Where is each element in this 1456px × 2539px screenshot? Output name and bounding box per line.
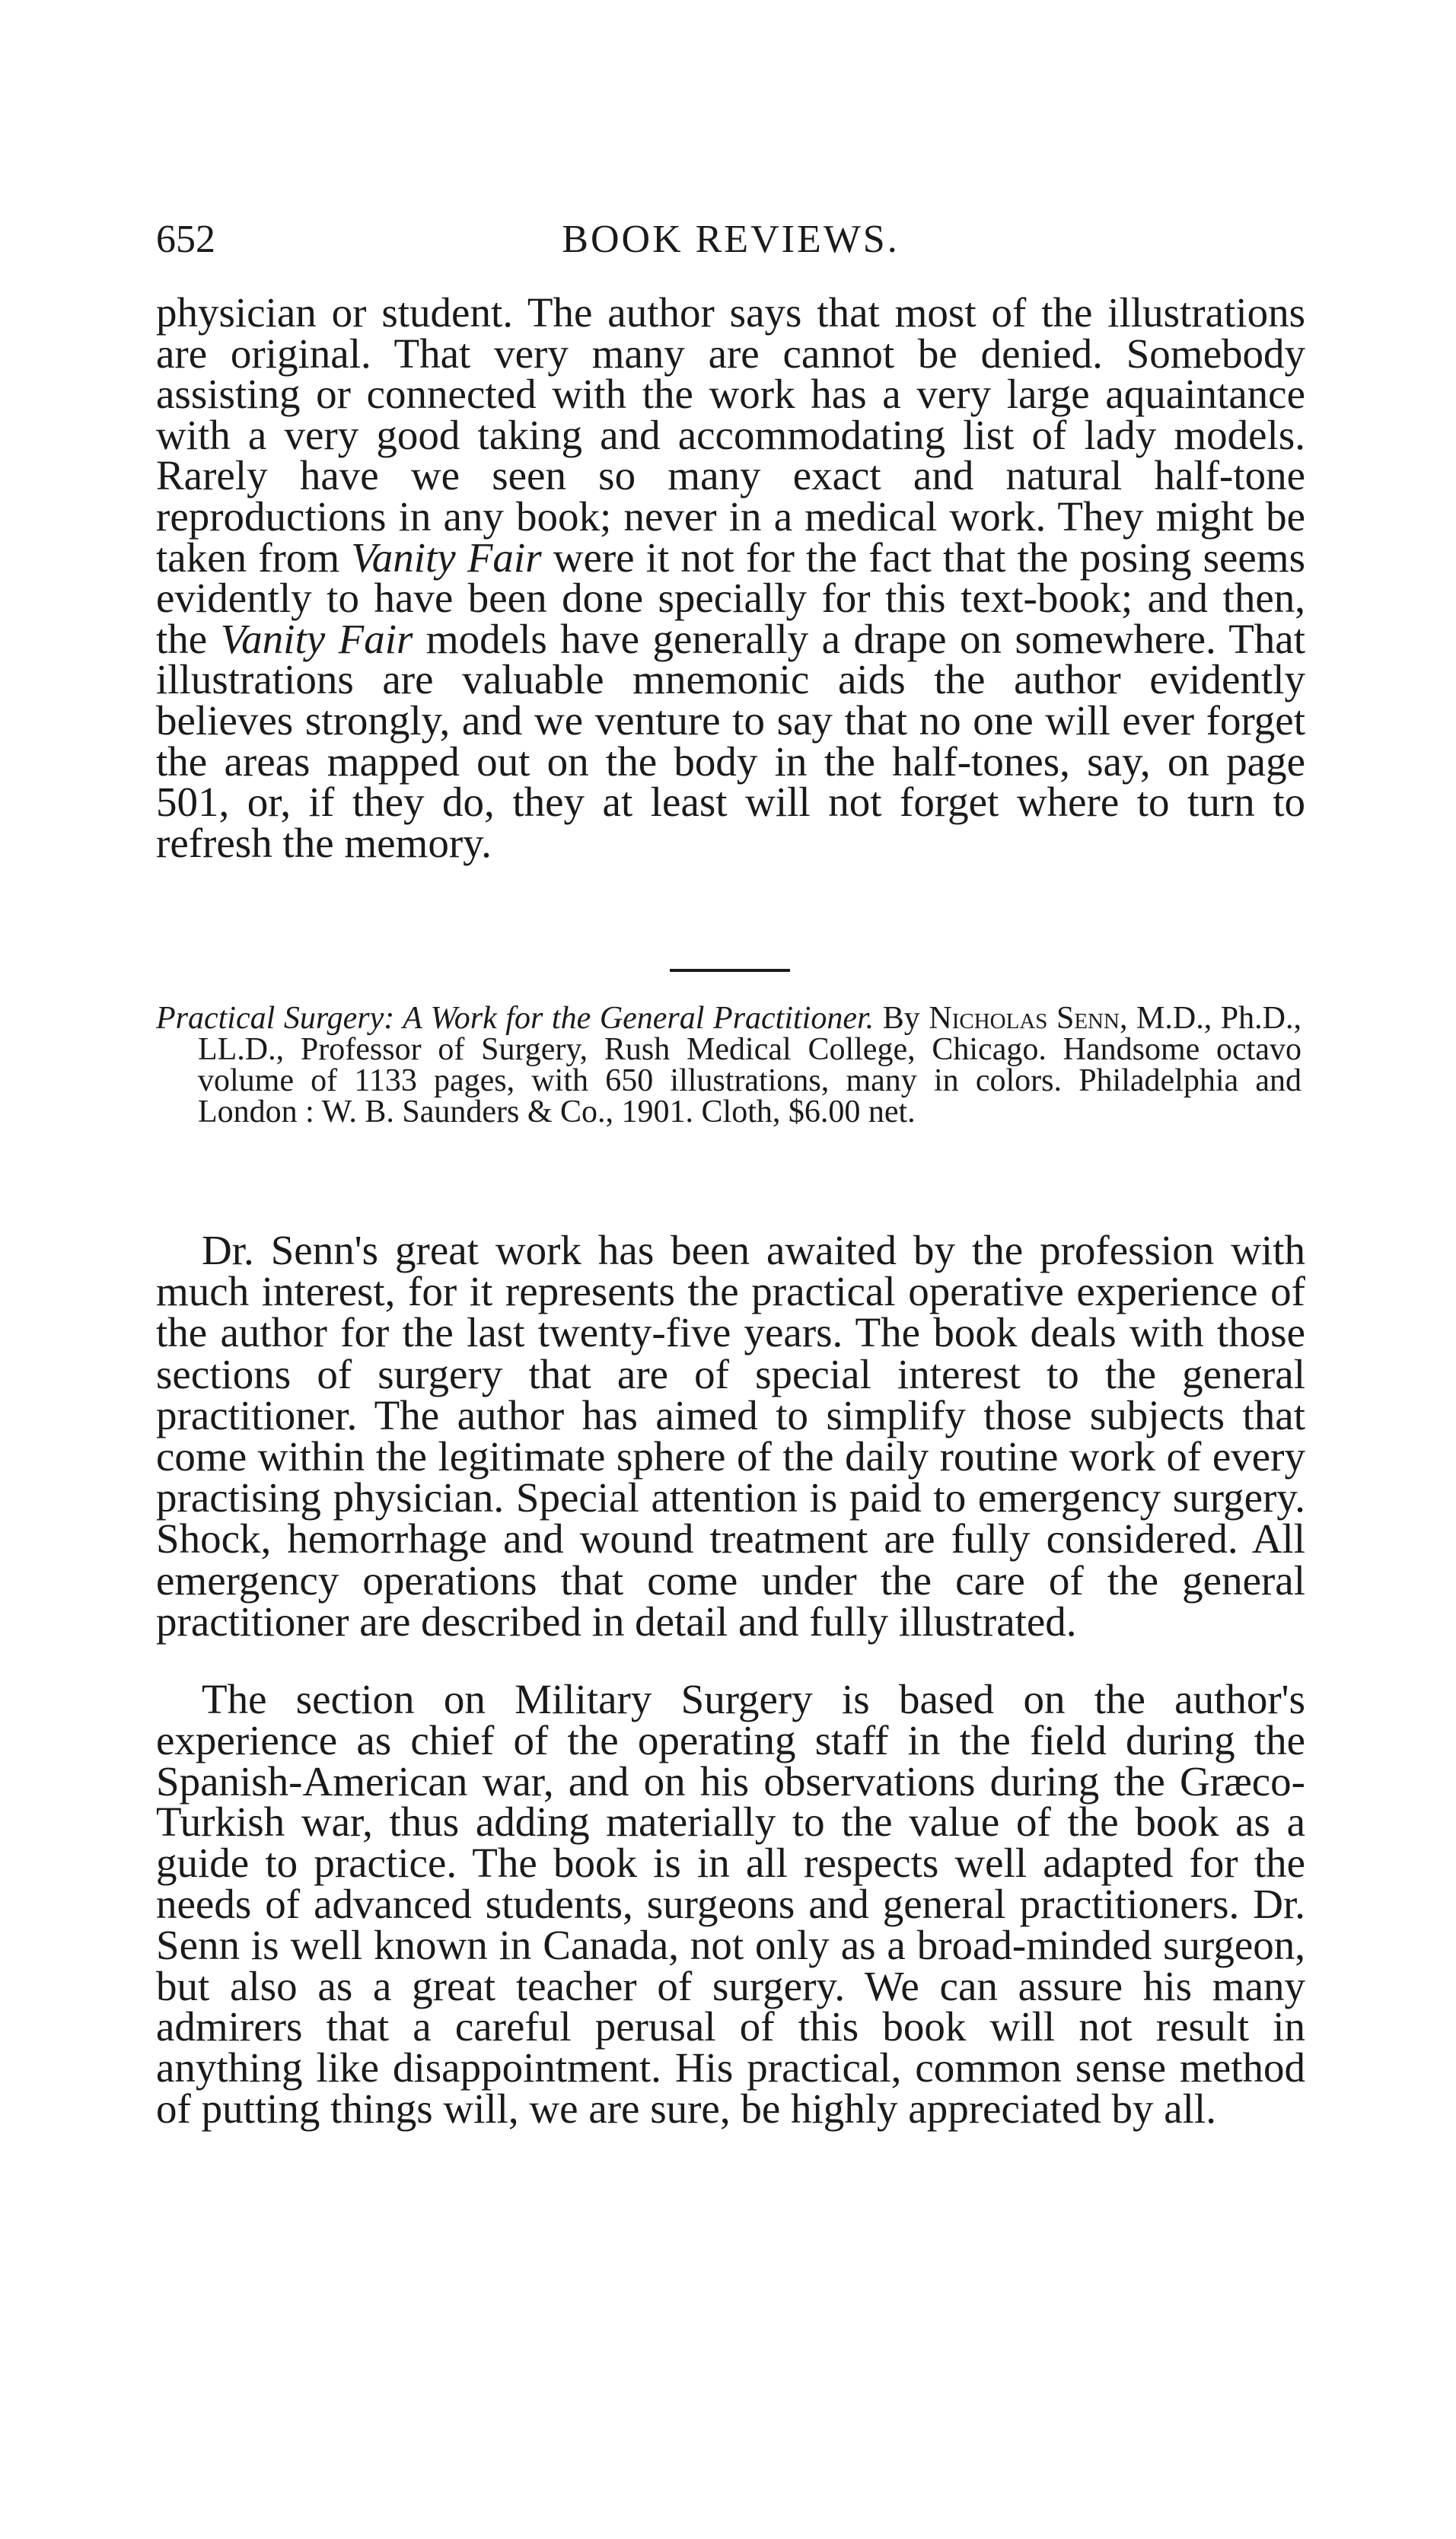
cited-author: Nicholas Senn bbox=[929, 1001, 1120, 1036]
review-paragraph: Dr. Senn's great work has been awaited by the profession with much interest, for it represents the practical operative experience of the author for the last twenty-five years. The book deals with those sections of surgery that are of special interest to the general practitioner. The author has aimed to simplify those subjects that come within the legitimate sphere of the daily routine work of every practising physician. Special attention is paid to emergency surgery. Shock, hemorrhage and wound treatment are fully considered. All emergency operations that come under the care of the general practitioner are described in detail and fully illustrated. bbox=[156, 1227, 1305, 1645]
review-continuation-paragraph bbox=[156, 289, 1305, 866]
italic-title: Vanity Fair bbox=[351, 534, 542, 581]
section-divider bbox=[670, 969, 790, 972]
page-number: 652 bbox=[156, 218, 215, 261]
paragraph-text: were it not for the fact that the posing seems evidently to have been done specially for this text-book; and then, the bbox=[156, 534, 1305, 662]
paragraph-text: models have generally a drape on somewhere. That illustrations are valuable mnemonic aids the author evidently believes strongly, and we venture to say that no one will ever forget the areas mapped out on the body in the half-tones, say, on page 501, or, if they do, they at least will not forget where to turn to refresh the memory. bbox=[156, 615, 1305, 866]
paragraph-text: physician or student. The author says that most of the illustrations are original. That very many are cannot be denied. Somebody assisting or connected with the work has a very large aquaintance with a very good taking and accommodating list of lady models. Rarely have we seen so many exact and natural half-tone reproductions in any book; never in a medical work. They might be taken from bbox=[156, 289, 1305, 581]
running-head: BOOK REVIEWS. bbox=[562, 218, 900, 261]
citation-details: , M.D., Ph.D., LL.D., Professor of Surgery, Rush Medical College, Chicago. Handsome octavo volume of 1133 pages, with 650 illustrations, many in colors. Philadelphia and London : W. B. Saunders & Co., 1901. Cloth, $6.00 net. bbox=[198, 1001, 1302, 1129]
book-citation bbox=[156, 1003, 1301, 1128]
cited-book-title: Practical Surgery: A Work for the General Practitioner. bbox=[156, 1001, 875, 1036]
italic-title: Vanity Fair bbox=[220, 615, 413, 662]
review-paragraph: The section on Military Surgery is based on the author's experience as chief of the operating staff in the field during the Spanish-American war, and on his observations during the Græco-Turkish war, thus adding materially to the value of the book as a guide to practice. The book is in all respects well adapted for the needs of advanced students, surgeons and general practitioners. Dr. Senn is well known in Canada, not only as a broad-minded surgeon, but also as a great teacher of surgery. We can assure his many admirers that a careful perusal of this book will not result in anything like disappointment. His practical, common sense method of putting things will, we are sure, be highly appreciated by all. bbox=[156, 1676, 1305, 2132]
page-header bbox=[156, 213, 1305, 266]
citation-by: By bbox=[874, 1001, 929, 1036]
